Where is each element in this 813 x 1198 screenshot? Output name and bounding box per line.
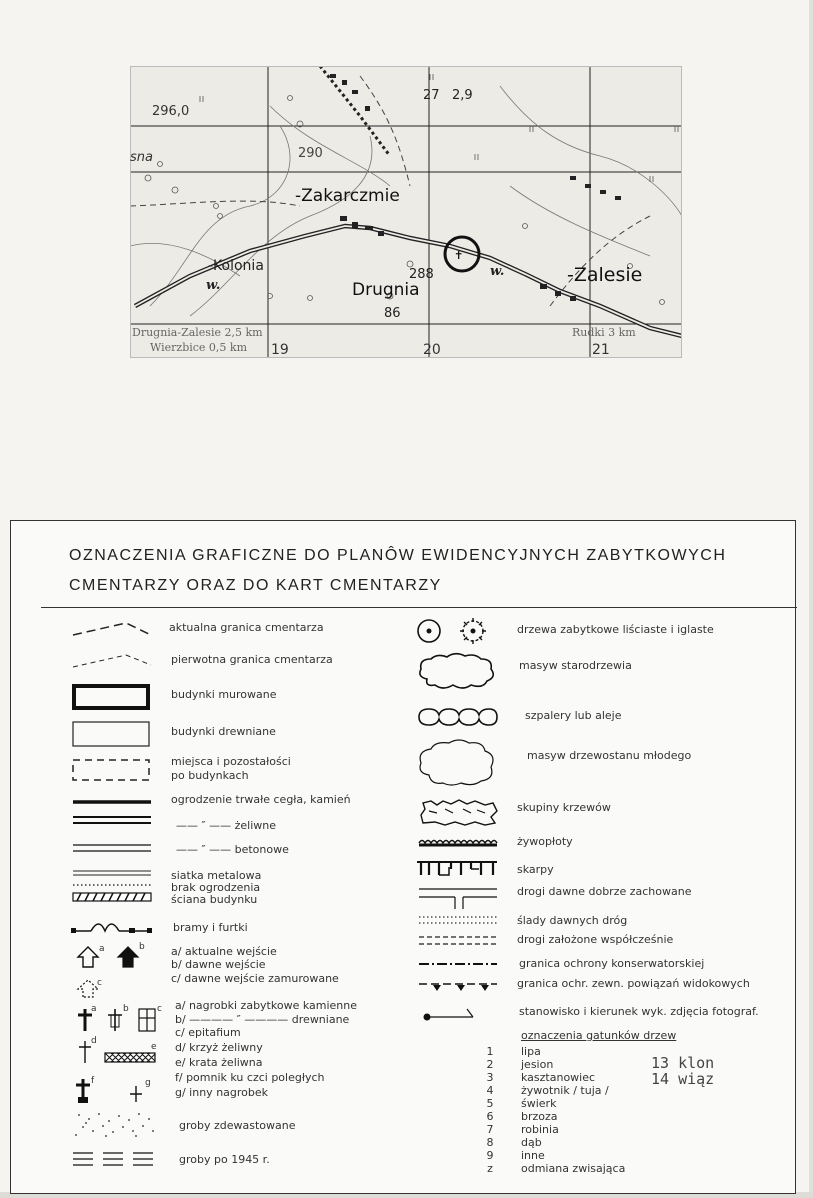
label-fence-iron: —— ″ —— żeliwne xyxy=(176,819,276,832)
label-tree-alleys: szpalery lub aleje xyxy=(525,709,622,722)
symbol-tombstones xyxy=(75,1005,165,1033)
species-name: robinia xyxy=(521,1123,559,1136)
label-entrance-walled: c/ dawne wejście zamurowane xyxy=(171,972,339,985)
label-no-fence: brak ogrodzenia xyxy=(171,881,261,894)
species-number: 2 xyxy=(486,1058,494,1071)
label-modern-roads: drogi założone współcześnie xyxy=(517,933,674,946)
label-slopes: skarpy xyxy=(517,863,554,876)
elevation-86: 86 xyxy=(384,306,401,321)
place-zalesie: -Zalesie xyxy=(567,264,643,286)
place-kolonia: -Kolonia xyxy=(208,258,264,274)
label-epitaph: c/ epitafium xyxy=(175,1026,241,1039)
species-name: dąb xyxy=(521,1136,542,1149)
label-entrance-current: a/ aktualne wejście xyxy=(171,945,277,958)
label-old-tree-stand: masyw starodrzewia xyxy=(519,659,632,672)
grid-number-19: 19 xyxy=(271,342,289,358)
mark-c-entrance: c xyxy=(97,978,102,988)
species-number: 1 xyxy=(486,1045,494,1058)
symbol-masonry-buildings xyxy=(71,683,155,713)
label-traces-roads: ślady dawnych dróg xyxy=(517,914,628,927)
symbol-photo-position xyxy=(415,1003,505,1025)
symbol-other-tomb xyxy=(127,1083,147,1105)
distance-drugnia-zalesie: Drugnia-Zalesie 2,5 km xyxy=(132,326,263,339)
symbol-gates xyxy=(71,913,155,935)
label-iron-cross: d/ krzyż żeliwny xyxy=(175,1041,263,1054)
species-name: lipa xyxy=(521,1045,541,1058)
symbol-traces-roads xyxy=(415,913,505,927)
species-number: 8 xyxy=(486,1136,494,1149)
species-name: odmiana zwisająca xyxy=(521,1162,626,1175)
label-species-title: oznaczenia gatunków drzew xyxy=(521,1029,677,1042)
symbol-wooden-buildings xyxy=(71,719,155,749)
mark-e: e xyxy=(151,1042,157,1052)
label-monument: f/ pomnik ku czci poległych xyxy=(175,1071,325,1084)
label-hedges: żywopłoty xyxy=(517,835,573,848)
elevation-288: 288 xyxy=(409,267,434,282)
label-current-boundary: aktualna granica cmentarza xyxy=(169,621,324,634)
topographic-map xyxy=(130,66,682,358)
label-graves-after-1945: groby po 1945 r. xyxy=(179,1153,270,1166)
symbol-slopes xyxy=(415,859,505,879)
map-top-27: 27 xyxy=(423,88,440,103)
symbol-fence-concrete xyxy=(71,841,155,857)
symbol-old-roads xyxy=(415,885,505,911)
species-name: brzoza xyxy=(521,1110,558,1123)
label-historic-trees: drzewa zabytkowe liściaste i iglaste xyxy=(517,623,714,636)
mark-b-tomb: b xyxy=(123,1004,129,1014)
label-entrance-former: b/ dawne wejście xyxy=(171,958,266,971)
species-number: 3 xyxy=(486,1071,494,1084)
legend-title-line2: CMENTARZY ORAZ DO KART CMENTARZY xyxy=(69,577,442,594)
symbol-tree-alleys xyxy=(415,705,505,729)
label-young-tree-stand: masyw drzewostanu młodego xyxy=(527,749,692,762)
symbol-building-remains xyxy=(71,757,155,785)
mark-f: f xyxy=(91,1076,95,1086)
symbol-monument xyxy=(73,1077,99,1105)
label-tombs-wood: b/ ———— ″ ———— drewniane xyxy=(175,1013,350,1026)
symbol-young-tree-stand xyxy=(415,737,505,789)
symbol-conservation-boundary xyxy=(415,959,505,969)
label-mesh-fence: siatka metalowa xyxy=(171,869,262,882)
species-extra-wiaz: 14 wiąz xyxy=(651,1070,715,1088)
label-original-boundary: pierwotna granica cmentarza xyxy=(171,653,333,666)
species-name: inne xyxy=(521,1149,545,1162)
map-drawing xyxy=(130,66,682,358)
header-rule xyxy=(41,607,797,608)
label-wooden-buildings: budynki drewniane xyxy=(171,725,276,738)
map-top-29: 2,9 xyxy=(452,88,473,103)
symbol-modern-roads xyxy=(415,933,505,949)
symbol-original-boundary xyxy=(71,649,155,671)
svg-text:✝: ✝ xyxy=(454,249,464,262)
symbol-historic-trees xyxy=(415,617,505,645)
species-extra-klon: 13 klon xyxy=(651,1054,715,1072)
label-conservation-boundary: granica ochrony konserwatorskiej xyxy=(519,957,705,970)
mark-g: g xyxy=(145,1078,151,1088)
mark-b-entrance: b xyxy=(139,942,145,952)
label-building-wall: ściana budynku xyxy=(171,893,258,906)
grid-number-20: 20 xyxy=(423,342,441,358)
label-masonry-buildings: budynki murowane xyxy=(171,688,277,701)
legend-title-line1: OZNACZENIA GRAFICZNE DO PLANÔW EWIDENCYJNYCH ZABYTKOWYCH xyxy=(69,547,727,564)
paper-right-edge xyxy=(809,0,813,1198)
label-iron-grille: e/ krata żeliwna xyxy=(175,1056,263,1069)
species-number: 5 xyxy=(486,1097,494,1110)
symbol-view-boundary xyxy=(415,979,505,993)
place-drugnia: Drugnia xyxy=(352,280,420,300)
label-shrub-groups: skupiny krzewów xyxy=(517,801,611,814)
wood-mark-1: w. xyxy=(206,278,221,293)
distance-rudki: Rudki 3 km xyxy=(572,326,636,339)
symbol-shrub-groups xyxy=(415,795,505,829)
label-devastated-graves: groby zdewastowane xyxy=(179,1119,296,1132)
label-photo-position: stanowisko i kierunek wyk. zdjęcia fotograf. xyxy=(519,1005,759,1018)
mark-a-tomb: a xyxy=(91,1004,97,1014)
distance-wierzbice: Wierzbice 0,5 km xyxy=(150,341,248,354)
species-name: żywotnik / tuja / xyxy=(521,1084,609,1097)
species-name: świerk xyxy=(521,1097,557,1110)
label-old-roads: drogi dawne dobrze zachowane xyxy=(517,885,692,898)
species-name: jesion xyxy=(521,1058,554,1071)
label-fence-concrete: —— ″ —— betonowe xyxy=(176,843,289,856)
mark-c-tomb: c xyxy=(157,1004,162,1014)
species-number: z xyxy=(487,1162,493,1175)
legend-sheet xyxy=(10,520,796,1194)
species-number: 9 xyxy=(486,1149,494,1162)
symbol-fence-mesh-none-wall xyxy=(71,867,155,907)
symbol-devastated-graves xyxy=(71,1109,161,1139)
symbol-current-boundary xyxy=(71,617,155,639)
symbol-fence-brick xyxy=(71,795,155,809)
wood-mark-2: w. xyxy=(490,264,505,279)
mark-d: d xyxy=(91,1036,97,1046)
elevation-296: 296,0 xyxy=(152,104,190,119)
mark-a-entrance: a xyxy=(99,944,105,954)
label-gates: bramy i furtki xyxy=(173,921,248,934)
grid-number-21: 21 xyxy=(592,342,610,358)
place-zakarczmie: -Zakarczmie xyxy=(295,186,400,206)
species-number: 6 xyxy=(486,1110,494,1123)
symbol-old-tree-stand xyxy=(415,651,505,691)
label-other-tomb: g/ inny nagrobek xyxy=(175,1086,269,1099)
label-building-remains-2: po budynkach xyxy=(171,769,249,782)
label-tombs-stone: a/ nagrobki zabytkowe kamienne xyxy=(175,999,358,1012)
species-number: 7 xyxy=(486,1123,494,1136)
place-fragment-sna: sna xyxy=(130,150,153,165)
contour-290: 290 xyxy=(298,146,323,161)
label-fence-brick: ogrodzenie trwałe cegła, kamień xyxy=(171,793,351,806)
symbol-hedges xyxy=(415,837,505,851)
species-number: 4 xyxy=(486,1084,494,1097)
species-name: kasztanowiec xyxy=(521,1071,596,1084)
symbol-fence-iron xyxy=(71,813,155,829)
symbol-graves-after-1945 xyxy=(71,1147,161,1173)
label-building-remains-1: miejsca i pozostałości xyxy=(171,755,291,768)
label-view-boundary: granica ochr. zewn. powiązań widokowych xyxy=(517,977,750,990)
